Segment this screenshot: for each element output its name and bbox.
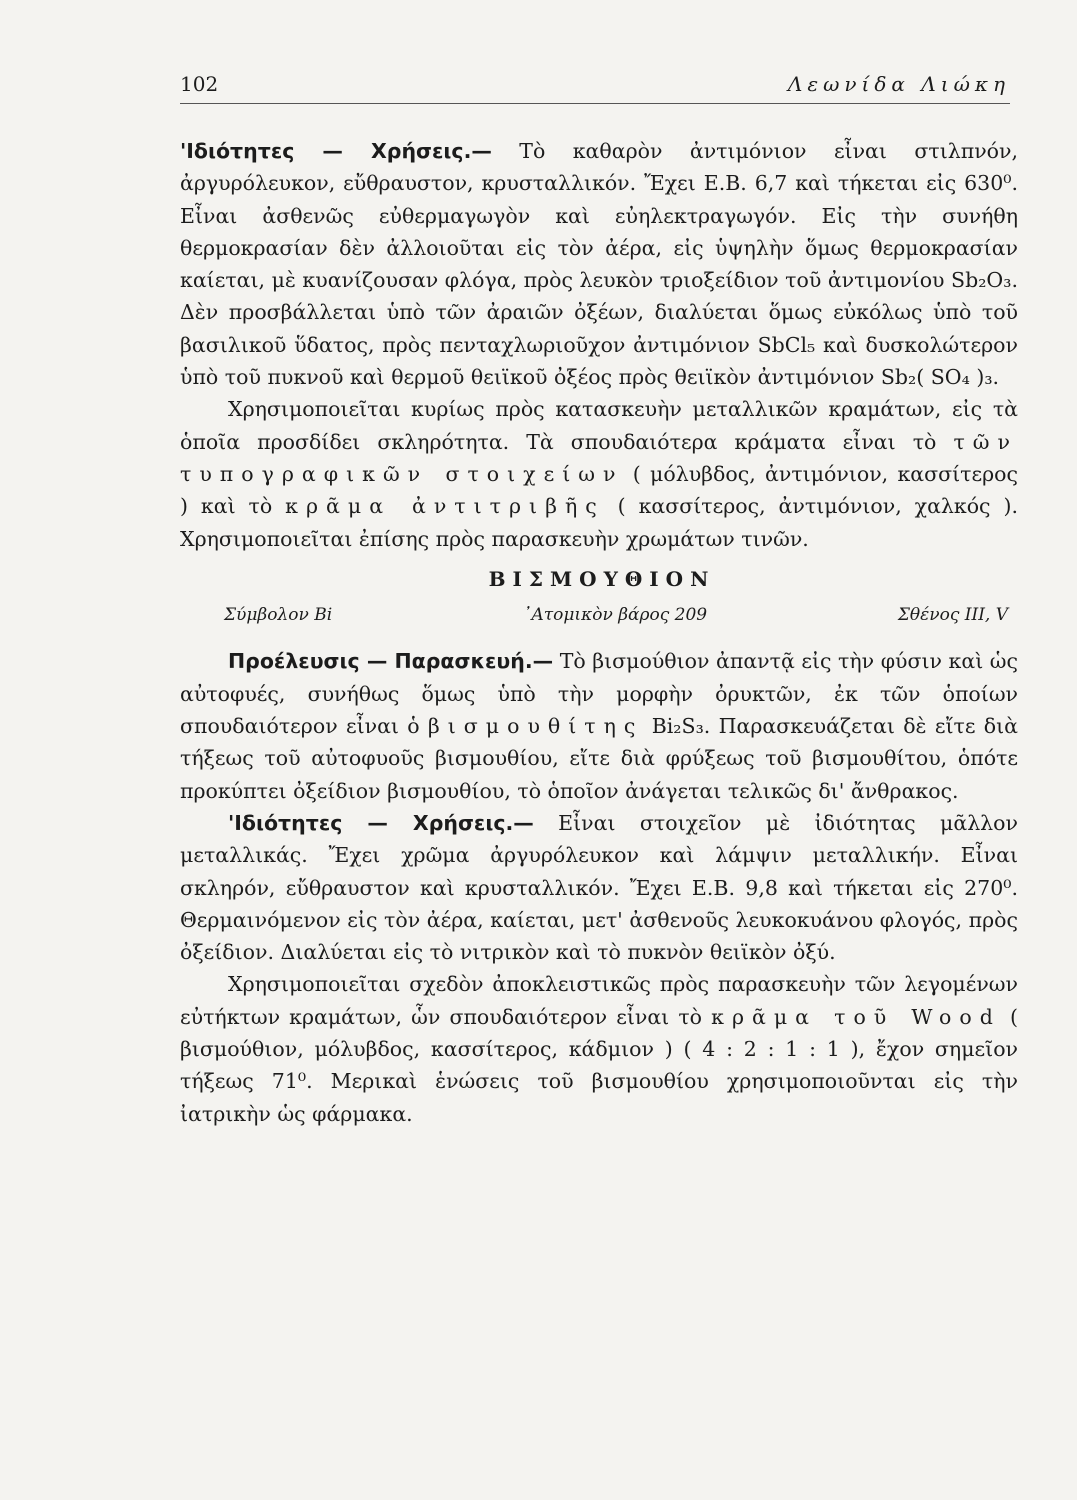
page-header [180,72,1010,100]
spaced-term-antifriction-alloy: κρᾶμα ἀντιτριβῆς [285,494,605,519]
bismuth-uses-paragraph [180,968,1018,1129]
running-head: Λεωνίδα Λιώκη [787,72,1010,96]
element-meta-row [180,599,1018,631]
formula-bi2s3: Bi₂S₃ [651,714,704,739]
bismuth-properties-paragraph [180,807,1018,968]
antimony-properties-text-1: Τὸ καθαρὸν ἀντιμόνιον εἶναι στιλπνόν, ἀργυρόλευκον, εὔθραυστον, κρυσταλλικόν. Ἔχει Ε.Β. 6,7 καὶ τήκεται εἰς 630⁰. Εἶναι ἀσθενῶς εὐθερμαγωγὸν καὶ εὐηλεκτραγωγόν. Εἰς τὴν συνήθη θερμοκρασίαν δὲν ἀλλοιοῦται εἰς τὸν ἀέρα, εἰς ὑψηλὴν ὅμως θερμοκρασίαν καίεται, μὲ κυανίζουσαν φλόγα, πρὸς λευκὸν τριοξείδιον τοῦ ἀντιμονίου [180,139,1018,293]
bismuth-origin-heading: Προέλευσις — Παρασκευή.— [228,649,554,674]
formula-antimony-sulfate: Sb₂( SO₄ )₃. [880,365,1000,390]
antimony-uses-text-1: Χρησιμοποιεῖται κυρίως πρὸς κατασκευὴν μεταλλικῶν κραμάτων, εἰς τὰ ὁποῖα προσδίδει σκληρότητα. Τὰ σπουδαιότερα κράματα εἶναι τὸ [180,397,1018,454]
element-symbol: Σύμβολον Bi [224,605,333,626]
section-title-bismuth: ΒΙΣΜΟΥΘΙΟΝ [488,566,716,591]
element-atomic-weight: ᾿Ατομικὸν βάρος 209 [522,605,708,626]
spaced-term-bismuthinite: βισμουθίτης [427,714,644,739]
element-valence: Σθένος III, V [897,605,1008,626]
antimony-properties-text-3: καὶ δυσκολώτερον ὑπὸ τοῦ πυκνοῦ καὶ θερμοῦ θειϊκοῦ ὀξέος πρὸς θειϊκὸν ἀντιμόνιον [180,332,1018,390]
bismuth-origin-text-1: Τὸ βισμούθιον ἀπαντᾷ εἰς τὴν φύσιν καὶ ὡς αὐτοφυές, συνήθως ὅμως ὑπὸ τὴν μορφὴν ὀρυκτῶν, ἐκ τῶν ὁποίων σπουδαιότερον εἶναι ὁ [180,649,1018,739]
page-body [180,135,1018,1130]
antimony-properties-paragraph [180,135,1018,393]
bismuth-properties-heading: 'Ιδιότητες — Χρήσεις.— [228,810,534,835]
formula-sb2o3: Sb₂O₃ [951,268,1012,293]
bismuth-origin-text-2: . Παρασκευάζεται δὲ εἴτε διὰ τήξεως τοῦ αὐτοφυοῦς βισμουθίου, εἴτε διὰ φρύξεως τοῦ βισμουθίτου, ὁπότε προκύπτει ὀξείδιον βισμουθίου, τὸ ὁποῖον ἀνάγεται τελικῶς δι' ἄνθρακος. [180,714,1018,803]
antimony-uses-text-2: ( μόλυβδος, ἀντιμόνιον, κασσίτερος ) καὶ τὸ [180,461,1019,519]
header-rule [180,103,1010,104]
antimony-properties-heading: 'Ιδιότητες — Χρήσεις.— [180,139,492,163]
spaced-term-wood-alloy: κρᾶμα τοῦ Wood [711,1004,1001,1029]
bismuth-properties-text: Εἶναι στοιχεῖον μὲ ἰδιότητας μᾶλλον μεταλλικάς. Ἔχει χρῶμα ἀργυρόλευκον καὶ λάμψιν μεταλλικήν. Εἶναι σκληρόν, εὔθραυστον καὶ κρυσταλλικόν. Ἔχει Ε.Β. 9,8 καὶ τήκεται εἰς 270⁰. Θερμαινόμενον εἰς τὸν ἀέρα, καίεται, μετ' ἀσθενοῦς λευκοκυάνου φλογός, πρὸς ὀξείδιον. Διαλύεται εἰς τὸ νιτρικὸν καὶ τὸ πυκνὸν θειϊκὸν ὀξύ. [180,810,1018,965]
antimony-uses-text-3: ( κασσίτερος, ἀντιμόνιον, χαλκός ). Χρησιμοποιεῖται ἐπίσης πρὸς παρασκευὴν χρωμάτων τινῶν. [180,494,1018,551]
bismuth-uses-text-2: ( βισμούθιον, μόλυβδος, κασσίτερος, κάδμιον ) ( 4 : 2 : 1 : 1 ), ἔχον σημεῖον τήξεως 71⁰. Μερικαὶ ἑνώσεις τοῦ βισμουθίου χρησιμοποιοῦνται εἰς τὴν ἰατρικὴν ὡς φάρμακα. [180,1004,1018,1126]
page-number: 102 [180,72,219,96]
formula-sbcl5: SbCl₅ [757,332,816,357]
antimony-properties-text-2: . Δὲν προσβάλλεται ὑπὸ τῶν ἀραιῶν ὀξέων, διαλύεται ὅμως εὐκόλως ὑπὸ τοῦ βασιλικοῦ ὕδατος, πρὸς πενταχλωριοῦχον ἀντιμόνιον [180,268,1018,357]
antimony-uses-paragraph [180,393,1018,554]
spaced-term-type-metal: τῶν τυπογραφικῶν στοιχείων [180,429,1018,486]
bismuth-origin-paragraph [180,645,1018,806]
bismuth-uses-text-1: Χρησιμοποιεῖται σχεδὸν ἀποκλειστικῶς πρὸς παρασκευὴν τῶν λεγομένων εὐτήκτων κραμάτων, ὧν σπουδαιότερον εἶναι τὸ [180,972,1018,1029]
